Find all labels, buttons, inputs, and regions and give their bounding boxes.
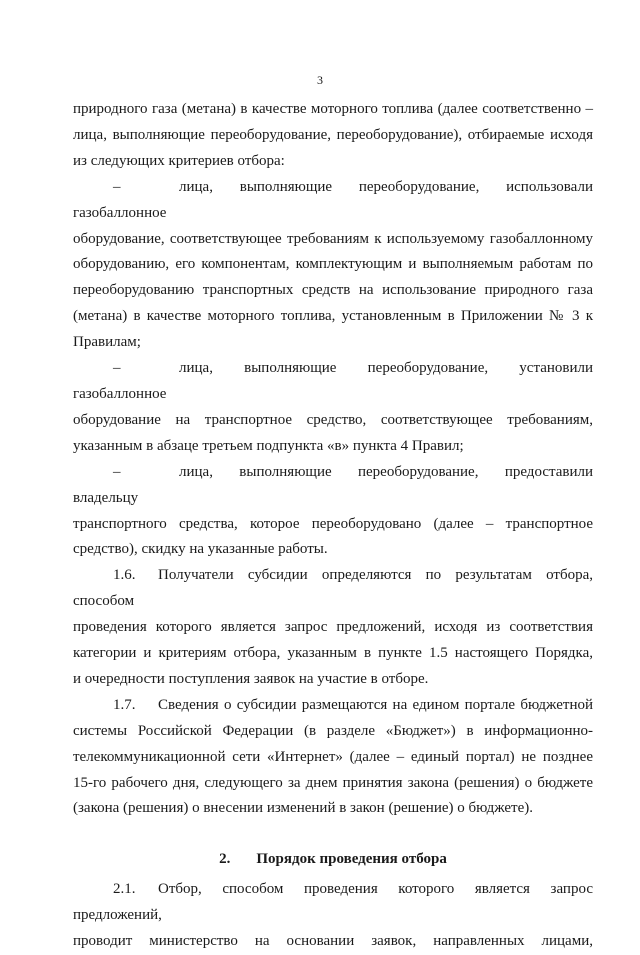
clause-number: 1.7. [113, 696, 136, 713]
intro-line: природного газа (метана) в качестве моторного топлива (далее соответственно – [73, 101, 593, 117]
criterion-line: указанным в абзаце третьем подпункта «в» пункта 4 Правил; [73, 437, 464, 454]
clause-line: телекоммуникационной сети «Интернет» (далее – единый портал) не позднее [73, 748, 593, 765]
clause-text: Отбор, способом проведения которого является запрос предложений, [73, 881, 593, 924]
clause-line: и очередности поступления заявок на участие в отборе. [73, 670, 429, 687]
criterion-line: транспортного средства, которое переоборудовано (далее – транспортное [73, 515, 593, 532]
dash-marker: – [113, 178, 121, 195]
criterion-first-line [73, 356, 593, 408]
section-number: 2. [219, 851, 231, 868]
clause-line: проводит министерство на основании заявок, направленных лицами, [73, 933, 593, 950]
criterion-line: оборудование, соответствующее требованиям к используемому газобаллонному [73, 230, 593, 247]
clause-text: Сведения о субсидии размещаются на едином портале бюджетной [158, 696, 593, 713]
section-heading [73, 847, 593, 873]
clause-first-line [73, 693, 593, 719]
criterion-first-line [73, 175, 593, 227]
criterion-line: средство), скидку на указанные работы. [73, 541, 328, 558]
section-title: Порядок проведения отбора [256, 851, 447, 868]
criterion-line: переоборудованию транспортных средств на использование природного газа [73, 282, 593, 299]
clause-number: 2.1. [113, 881, 136, 898]
criterion-first-line [73, 460, 593, 512]
clause-line: (закона (решения) о внесении изменений в закон (решение) о бюджете). [73, 800, 534, 817]
page-number: 3 [317, 73, 323, 87]
clause-first-line [73, 563, 593, 615]
dash-marker: – [113, 360, 121, 377]
criterion-line: (метана) в качестве моторного топлива, установленным в Приложении № 3 к [73, 308, 593, 325]
criterion-text: лица, выполняющие переоборудование, использовали газобаллонное [73, 178, 593, 221]
clause-line: категории и критериям отбора, указанным в пункте 1.5 настоящего Порядка, [73, 645, 593, 662]
criterion-line: оборудование на транспортное средство, соответствующее требованиям, [73, 411, 593, 428]
intro-line: из следующих критериев отбора: [73, 152, 285, 169]
document-body [73, 97, 593, 955]
clause-number: 1.6. [113, 567, 136, 584]
intro-line: лица, выполняющие переоборудование, переоборудование), отбираемые исходя [73, 126, 593, 143]
clause-line: проведения которого является запрос предложений, исходя из соответствия [73, 619, 593, 636]
criterion-text: лица, выполняющие переоборудование, предоставили владельцу [73, 463, 593, 506]
criterion-text: лица, выполняющие переоборудование, установили газобаллонное [73, 360, 593, 402]
dash-marker: – [113, 463, 121, 480]
clause-text: Получатели субсидии определяются по результатам отбора, способом [73, 567, 593, 610]
clause-line: 15-го рабочего дня, следующего за днем принятия закона (решения) о бюджете [73, 774, 593, 791]
clause-first-line [73, 877, 593, 929]
criterion-line: Правилам; [73, 334, 141, 351]
clause-line: системы Российской Федерации (в разделе «Бюджет») в информационно- [73, 722, 593, 739]
criterion-line: оборудованию, его компонентам, комплектующим и выполняемым работам по [73, 256, 593, 273]
